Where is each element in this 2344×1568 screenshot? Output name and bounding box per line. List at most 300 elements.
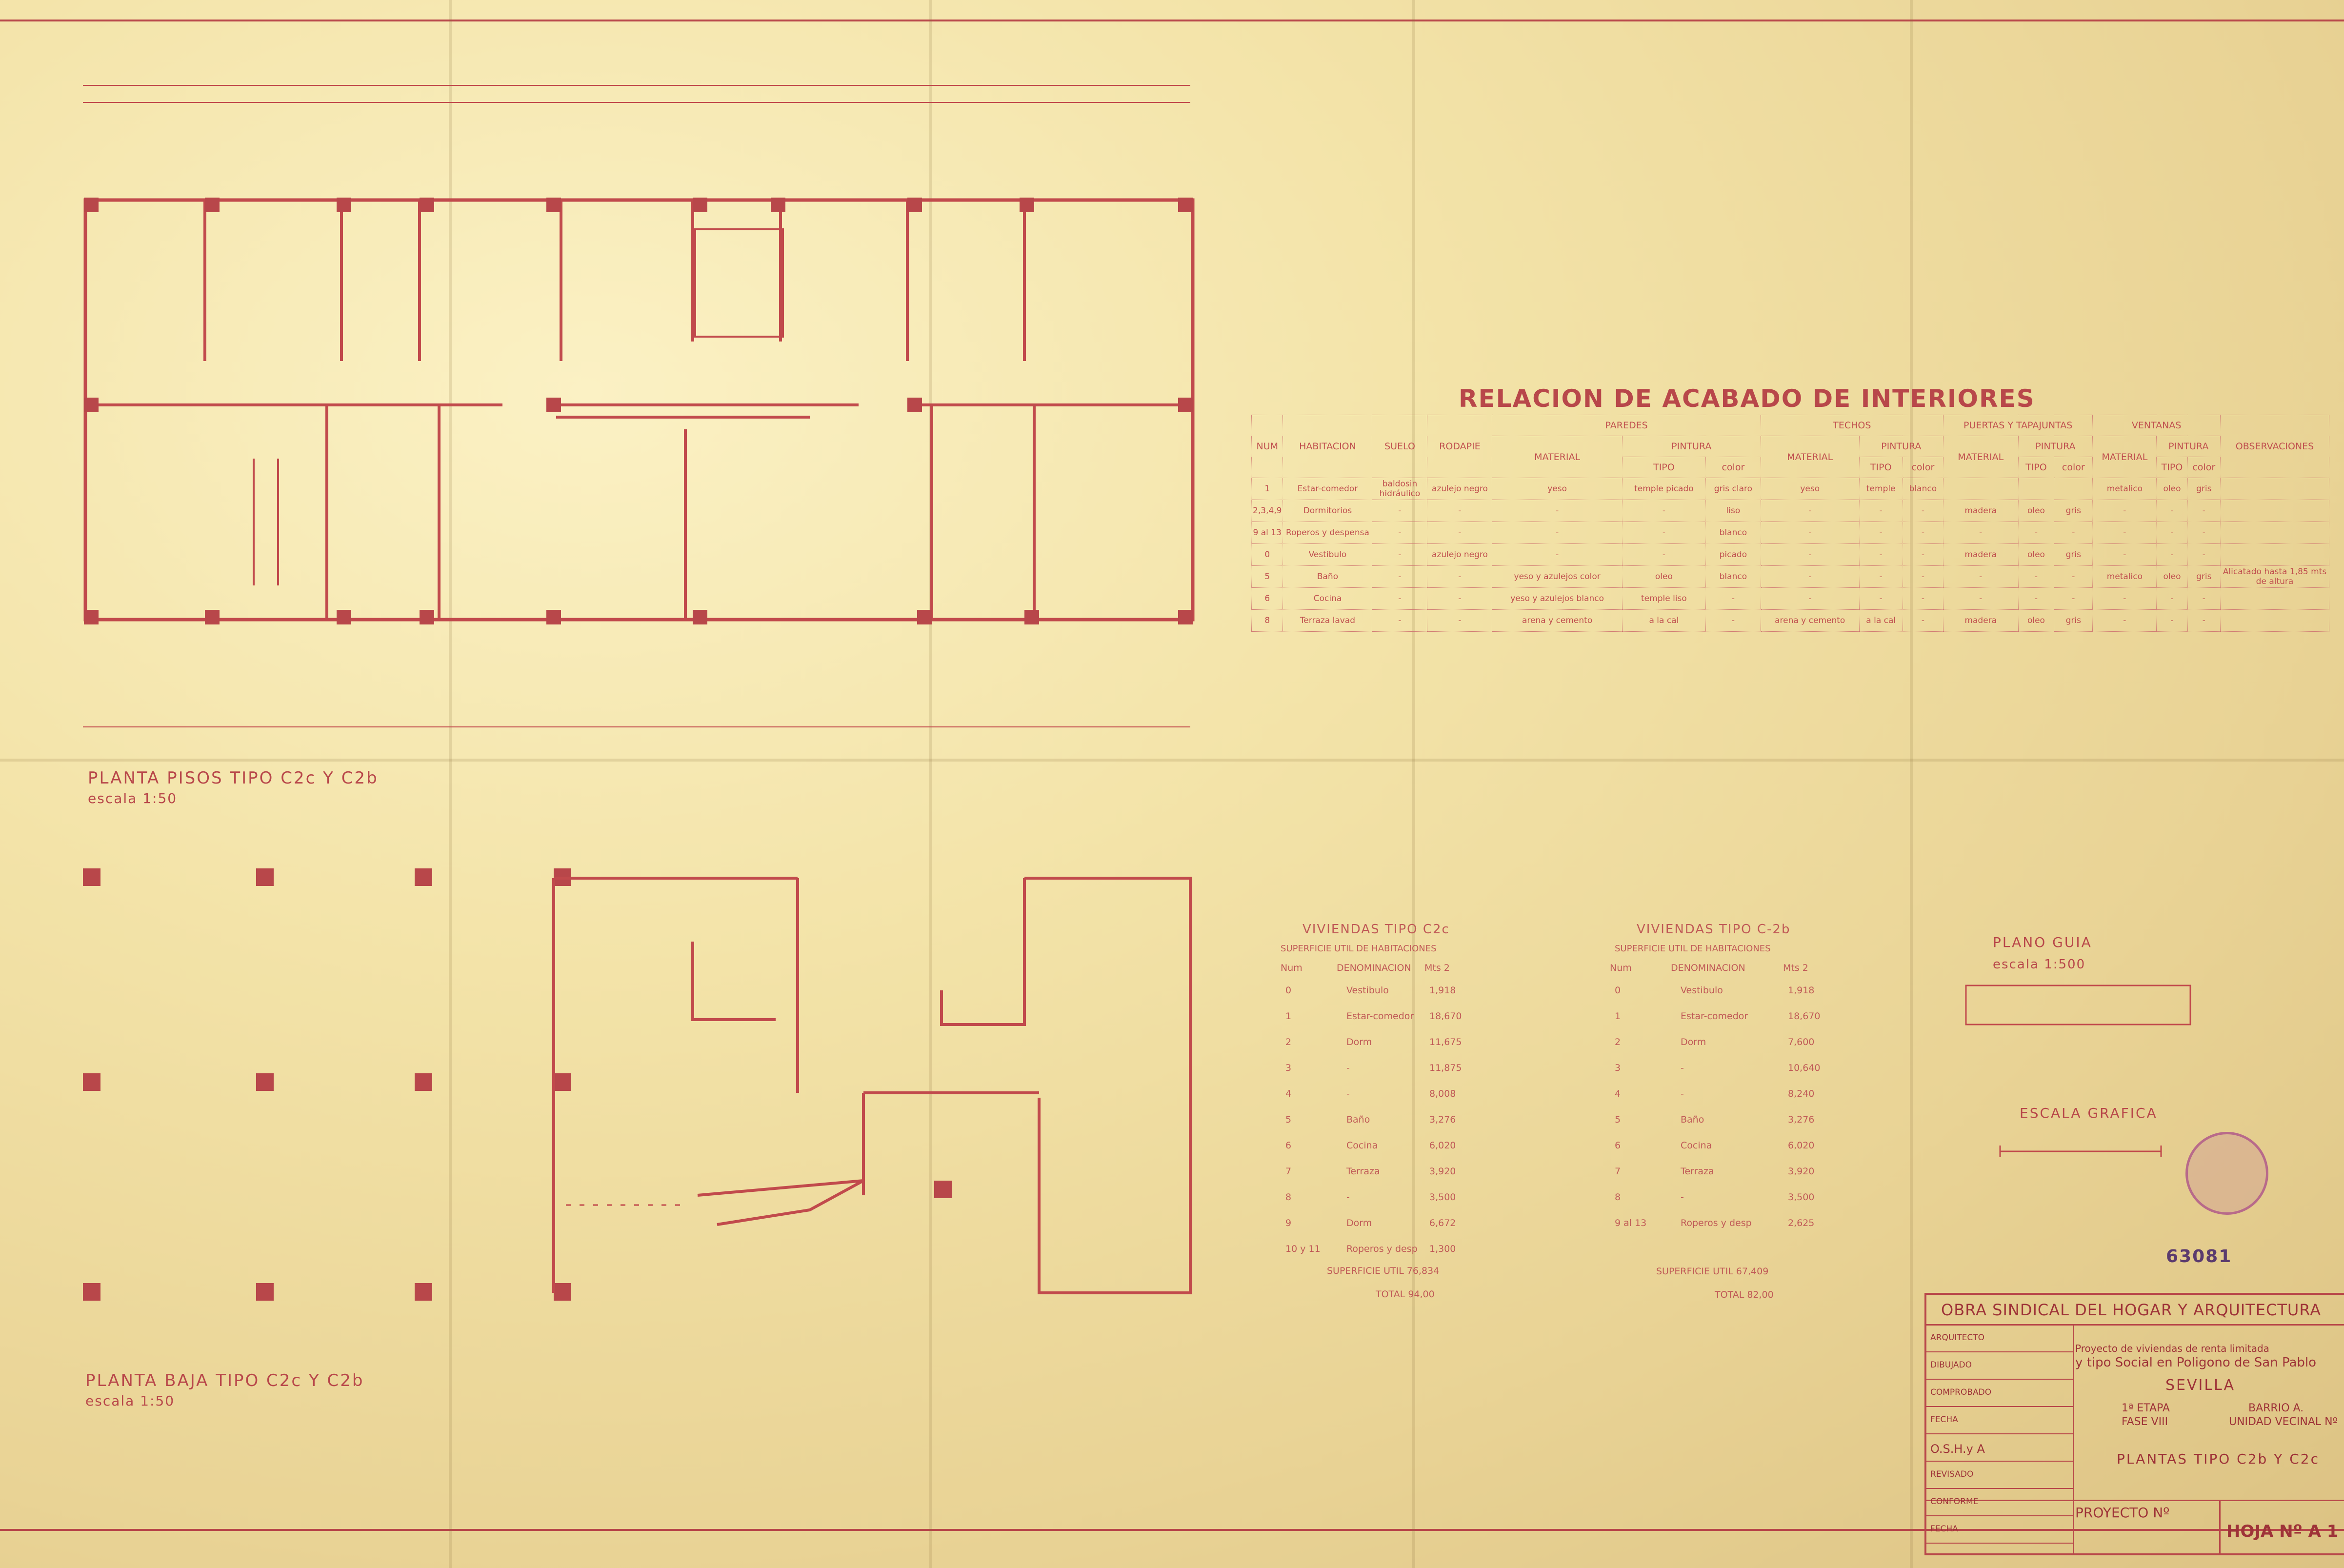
finishes-cell: madera: [1943, 544, 2018, 566]
finishes-cell: -: [1859, 566, 1903, 588]
lower-plan-title: PLANTA BAJA TIPO C2c Y C2b: [85, 1371, 364, 1390]
area-value: 3,276: [1788, 1114, 1815, 1125]
finishes-col-tipo: TIPO: [1622, 457, 1705, 478]
finishes-cell: gris: [2187, 478, 2220, 500]
area-name: Roperos y desp: [1346, 1244, 1418, 1254]
area-name: -: [1681, 1063, 1684, 1073]
area-name: -: [1346, 1088, 1350, 1099]
title-block-project-line2: y tipo Social en Poligono de San Pablo: [2075, 1355, 2317, 1370]
finishes-cell: -: [1492, 544, 1622, 566]
finishes-cell: -: [1706, 610, 1761, 632]
area-name: Baño: [1346, 1114, 1370, 1125]
finishes-cell: -: [2018, 566, 2054, 588]
area-name: Terraza: [1346, 1166, 1380, 1177]
area-value: 10,640: [1788, 1063, 1821, 1073]
area-row: [1278, 1159, 1522, 1185]
finishes-cell: 6: [1252, 588, 1283, 610]
finishes-cell: 5: [1252, 566, 1283, 588]
areas-c2b-superficie: SUPERFICIE UTIL 67,409: [1656, 1266, 1769, 1277]
title-block-label: FECHA: [1930, 1415, 1958, 1425]
finishes-cell: yeso: [1492, 478, 1622, 500]
finishes-row: [1252, 588, 2329, 610]
area-value: 8,008: [1429, 1088, 1456, 1099]
finishes-cell: temple: [1859, 478, 1903, 500]
finishes-cell: [2018, 478, 2054, 500]
area-num: 9 al 13: [1615, 1218, 1647, 1228]
finishes-cell: -: [1622, 500, 1705, 522]
finishes-cell: -: [1427, 566, 1492, 588]
title-block-project-line1: Proyecto de viviendas de renta limitada: [2075, 1343, 2269, 1354]
finishes-cell: -: [1706, 588, 1761, 610]
area-num: 0: [1285, 985, 1292, 996]
area-name: Dorm: [1346, 1037, 1372, 1047]
title-block-rule: [1926, 1406, 2073, 1407]
finishes-cell: oleo: [2018, 610, 2054, 632]
areas-c2c-table: [1278, 922, 1522, 1300]
finishes-cell: -: [1622, 522, 1705, 544]
area-num: 6: [1615, 1140, 1621, 1151]
finishes-cell: -: [2093, 522, 2157, 544]
finishes-col-material: MATERIAL: [1761, 436, 1859, 478]
area-row: [1607, 1030, 1851, 1056]
area-row: [1607, 1004, 1851, 1030]
finishes-col-material: MATERIAL: [1943, 436, 2018, 478]
finishes-cell: gris: [2054, 500, 2093, 522]
area-value: 7,600: [1788, 1037, 1815, 1047]
finishes-cell: Alicatado hasta 1,85 mts de altura: [2221, 566, 2329, 588]
finishes-cell: -: [1372, 566, 1427, 588]
area-row: [1278, 1004, 1522, 1030]
areas-c2c-superficie: SUPERFICIE UTIL 76,834: [1327, 1266, 1440, 1276]
finishes-cell: a la cal: [1859, 610, 1903, 632]
finishes-group-techos: TECHOS: [1761, 415, 1943, 436]
finishes-cell: 9 al 13: [1252, 522, 1283, 544]
finishes-cell: temple picado: [1622, 478, 1705, 500]
area-name: -: [1346, 1063, 1350, 1073]
finishes-cell: [2221, 610, 2329, 632]
finishes-group-observaciones: OBSERVACIONES: [2221, 415, 2329, 478]
finishes-cell: yeso y azulejos color: [1492, 566, 1622, 588]
area-row: [1278, 1082, 1522, 1107]
finishes-col-num: NUM: [1252, 415, 1283, 478]
finishes-cell: [2221, 544, 2329, 566]
title-block-label: REVISADO: [1930, 1469, 1974, 1479]
title-block-unidad: UNIDAD VECINAL Nº: [2229, 1416, 2338, 1428]
areas-c2b-header-area: Mts 2: [1783, 963, 1808, 973]
areas-c2c-header-num: Num: [1281, 963, 1302, 973]
finishes-cell: oleo: [2018, 544, 2054, 566]
title-block-org: OBRA SINDICAL DEL HOGAR Y ARQUITECTURA: [1941, 1301, 2322, 1319]
area-num: 3: [1615, 1063, 1621, 1073]
finishes-cell: blanco: [1706, 566, 1761, 588]
areas-c2c-header-name: DENOMINACION: [1337, 963, 1411, 973]
title-block-rule: [1926, 1488, 2073, 1489]
finishes-cell: 2,3,4,9: [1252, 500, 1283, 522]
area-num: 1: [1615, 1011, 1621, 1022]
title-block-etapa: 1ª ETAPA: [2122, 1402, 2170, 1414]
finishes-cell: -: [2093, 544, 2157, 566]
area-row: [1607, 1056, 1851, 1082]
finishes-cell: -: [1372, 544, 1427, 566]
title-block-rule: [1926, 1461, 2073, 1462]
finishes-cell: Estar-comedor: [1283, 478, 1372, 500]
finishes-cell: -: [1903, 610, 1943, 632]
finishes-cell: -: [1761, 500, 1859, 522]
finishes-cell: oleo: [2157, 478, 2187, 500]
finishes-cell: blanco: [1903, 478, 1943, 500]
finishes-cell: -: [1372, 610, 1427, 632]
area-row: [1278, 1185, 1522, 1211]
title-block-fase: FASE VIII: [2122, 1416, 2168, 1428]
areas-c2b-header-name: DENOMINACION: [1671, 963, 1745, 973]
finishes-cell: -: [2054, 588, 2093, 610]
area-num: 1: [1285, 1011, 1292, 1022]
finishes-table: [1251, 415, 2329, 632]
finishes-cell: -: [1372, 500, 1427, 522]
finishes-cell: -: [2157, 544, 2187, 566]
finishes-cell: -: [1427, 588, 1492, 610]
finishes-col-color: color: [2187, 457, 2220, 478]
area-name: -: [1346, 1192, 1350, 1203]
finishes-cell: -: [2054, 522, 2093, 544]
finishes-row: [1252, 522, 2329, 544]
finishes-cell: -: [1903, 566, 1943, 588]
finishes-cell: oleo: [1622, 566, 1705, 588]
finishes-cell: baldosin hidráulico: [1372, 478, 1427, 500]
area-row: [1607, 1211, 1851, 1237]
area-row: [1278, 978, 1522, 1004]
finishes-cell: Roperos y despensa: [1283, 522, 1372, 544]
finishes-cell: -: [1859, 544, 1903, 566]
finishes-cell: arena y cemento: [1761, 610, 1859, 632]
finishes-cell: -: [2157, 588, 2187, 610]
area-num: 4: [1615, 1088, 1621, 1099]
area-value: 11,875: [1429, 1063, 1462, 1073]
finishes-cell: -: [1859, 522, 1903, 544]
finishes-cell: Vestibulo: [1283, 544, 1372, 566]
area-value: 6,020: [1788, 1140, 1815, 1151]
finishes-cell: -: [2157, 500, 2187, 522]
finishes-cell: arena y cemento: [1492, 610, 1622, 632]
finishes-group-paredes: PAREDES: [1492, 415, 1761, 436]
area-name: Estar-comedor: [1346, 1011, 1414, 1022]
area-value: 6,020: [1429, 1140, 1456, 1151]
area-row: [1278, 1056, 1522, 1082]
finishes-col-tipo: TIPO: [1859, 457, 1903, 478]
title-block-rule: [2073, 1324, 2074, 1553]
finishes-cell: gris claro: [1706, 478, 1761, 500]
areas-c2b-rows: [1607, 978, 1851, 1237]
finishes-cell: temple liso: [1622, 588, 1705, 610]
finishes-cell: azulejo negro: [1427, 544, 1492, 566]
title-block-barrio: BARRIO A.: [2248, 1402, 2304, 1414]
finishes-row: [1252, 478, 2329, 500]
area-value: 18,670: [1429, 1011, 1462, 1022]
area-row: [1607, 1082, 1851, 1107]
title-block-rule: [1926, 1379, 2073, 1380]
area-num: 5: [1285, 1114, 1292, 1125]
finishes-cell: -: [1372, 522, 1427, 544]
finishes-cell: [2221, 522, 2329, 544]
area-value: 11,675: [1429, 1037, 1462, 1047]
areas-c2b-title: VIVIENDAS TIPO C-2b: [1637, 922, 1791, 937]
title-block: [1924, 1293, 2344, 1555]
area-row: [1607, 1159, 1851, 1185]
finishes-cell: -: [2157, 610, 2187, 632]
finishes-cell: -: [1492, 500, 1622, 522]
area-name: Roperos y desp: [1681, 1218, 1752, 1228]
finishes-cell: -: [1903, 544, 1943, 566]
finishes-col-habitacion: HABITACION: [1283, 415, 1372, 478]
upper-plan-title: PLANTA PISOS TIPO C2c Y C2b: [88, 768, 379, 788]
finishes-cell: Cocina: [1283, 588, 1372, 610]
finishes-cell: -: [2093, 610, 2157, 632]
area-num: 9: [1285, 1218, 1292, 1228]
finishes-cell: -: [1427, 610, 1492, 632]
area-row: [1607, 1185, 1851, 1211]
finishes-row: [1252, 566, 2329, 588]
official-stamp: [2185, 1132, 2268, 1215]
finishes-cell: -: [2187, 544, 2220, 566]
finishes-cell: madera: [1943, 610, 2018, 632]
guide-plan-scale: escala 1:500: [1993, 957, 2086, 972]
finishes-row: [1252, 500, 2329, 522]
finishes-col-color: color: [2054, 457, 2093, 478]
finishes-cell: -: [2157, 522, 2187, 544]
graphic-scale-title: ESCALA GRAFICA: [2020, 1105, 2158, 1121]
finishes-cell: gris: [2054, 610, 2093, 632]
finishes-cell: 8: [1252, 610, 1283, 632]
finishes-cell: -: [1903, 522, 1943, 544]
finishes-cell: liso: [1706, 500, 1761, 522]
areas-c2c-total: TOTAL 94,00: [1376, 1289, 1435, 1300]
finishes-cell: Terraza lavad: [1283, 610, 1372, 632]
area-num: 8: [1285, 1192, 1292, 1203]
finishes-cell: -: [2018, 522, 2054, 544]
upper-plan-scale: escala 1:50: [88, 790, 178, 806]
finishes-cell: -: [1492, 522, 1622, 544]
finishes-cell: -: [1943, 522, 2018, 544]
finishes-col-color: color: [1706, 457, 1761, 478]
finishes-cell: -: [1761, 522, 1859, 544]
finishes-cell: [2221, 478, 2329, 500]
areas-c2b-total: TOTAL 82,00: [1715, 1289, 1774, 1300]
finishes-cell: Dormitorios: [1283, 500, 1372, 522]
finishes-cell: -: [2093, 500, 2157, 522]
area-num: 6: [1285, 1140, 1292, 1151]
finishes-cell: -: [1859, 588, 1903, 610]
guide-plan-and-scale: [1966, 985, 2190, 1157]
finishes-table-body: [1252, 478, 2329, 632]
finishes-cell: -: [2187, 588, 2220, 610]
finishes-cell: -: [1943, 566, 2018, 588]
finishes-cell: -: [1761, 566, 1859, 588]
upper-floor-plan: [83, 85, 1193, 727]
area-num: 0: [1615, 985, 1621, 996]
finishes-pintura-header: PINTURA: [1859, 436, 1943, 457]
area-num: 3: [1285, 1063, 1292, 1073]
finishes-col-material: MATERIAL: [2093, 436, 2157, 478]
title-block-label: ARQUITECTO: [1930, 1333, 1985, 1343]
areas-c2b-table: [1607, 922, 1851, 1300]
finishes-cell: [1943, 478, 2018, 500]
finishes-cell: gris: [2054, 544, 2093, 566]
finishes-col-material: MATERIAL: [1492, 436, 1622, 478]
area-num: 2: [1285, 1037, 1292, 1047]
area-value: 2,625: [1788, 1218, 1815, 1228]
finishes-cell: -: [2018, 588, 2054, 610]
finishes-col-color: color: [1903, 457, 1943, 478]
finishes-cell: -: [2187, 610, 2220, 632]
area-value: 8,240: [1788, 1088, 1815, 1099]
finishes-cell: -: [2187, 500, 2220, 522]
areas-c2c-title: VIVIENDAS TIPO C2c: [1302, 922, 1450, 937]
title-block-rule: [1926, 1433, 2073, 1434]
finishes-cell: -: [1427, 522, 1492, 544]
area-value: 18,670: [1788, 1011, 1821, 1022]
finishes-pintura-header: PINTURA: [2018, 436, 2093, 457]
finishes-cell: -: [1761, 588, 1859, 610]
area-num: 8: [1615, 1192, 1621, 1203]
area-num: 5: [1615, 1114, 1621, 1125]
finishes-cell: azulejo negro: [1427, 478, 1492, 500]
areas-c2c-subtitle: SUPERFICIE UTIL DE HABITACIONES: [1281, 944, 1437, 954]
area-num: 10 y 11: [1285, 1244, 1321, 1254]
area-row: [1607, 978, 1851, 1004]
area-row: [1278, 1211, 1522, 1237]
title-block-rule: [1926, 1324, 2344, 1326]
title-block-rule: [2219, 1500, 2221, 1553]
finishes-cell: madera: [1943, 500, 2018, 522]
areas-c2b-subtitle: SUPERFICIE UTIL DE HABITACIONES: [1615, 944, 1771, 954]
area-row: [1607, 1133, 1851, 1159]
areas-c2c-rows: [1278, 978, 1522, 1263]
area-row: [1278, 1030, 1522, 1056]
area-name: Dorm: [1346, 1218, 1372, 1228]
title-block-rule: [1926, 1515, 2073, 1516]
area-row: [1278, 1133, 1522, 1159]
title-block-plan-name: PLANTAS TIPO C2b Y C2c: [2117, 1451, 2320, 1467]
areas-c2c-header-area: Mts 2: [1424, 963, 1450, 973]
finishes-cell: -: [2054, 566, 2093, 588]
title-block-rule: [1926, 1543, 2073, 1544]
finishes-cell: oleo: [2157, 566, 2187, 588]
finishes-cell: a la cal: [1622, 610, 1705, 632]
areas-c2b-header-num: Num: [1610, 963, 1632, 973]
finishes-cell: [2054, 478, 2093, 500]
area-value: 3,500: [1429, 1192, 1456, 1203]
area-name: Dorm: [1681, 1037, 1706, 1047]
area-row: [1278, 1237, 1522, 1263]
finishes-group-puertas: PUERTAS Y TAPAJUNTAS: [1943, 415, 2092, 436]
finishes-cell: picado: [1706, 544, 1761, 566]
sheet-number: 63081: [2166, 1246, 2232, 1266]
finishes-pintura-header: PINTURA: [1622, 436, 1761, 457]
area-value: 3,920: [1788, 1166, 1815, 1177]
finishes-cell: blanco: [1706, 522, 1761, 544]
title-block-label: CONFORME: [1930, 1497, 1979, 1507]
area-row: [1278, 1107, 1522, 1133]
area-name: Vestibulo: [1681, 985, 1723, 996]
area-name: -: [1681, 1088, 1684, 1099]
area-name: Cocina: [1681, 1140, 1712, 1151]
finishes-row: [1252, 544, 2329, 566]
area-value: 1,300: [1429, 1244, 1456, 1254]
finishes-cell: -: [1427, 500, 1492, 522]
area-value: 3,500: [1788, 1192, 1815, 1203]
area-num: 7: [1615, 1166, 1621, 1177]
finishes-cell: 0: [1252, 544, 1283, 566]
area-num: 7: [1285, 1166, 1292, 1177]
area-value: 3,920: [1429, 1166, 1456, 1177]
guide-plan-title: PLANO GUIA: [1993, 934, 2092, 950]
title-block-rule: [1926, 1351, 2073, 1352]
finishes-group-ventanas: VENTANAS: [2093, 415, 2221, 436]
finishes-col-suelo: SUELO: [1372, 415, 1427, 478]
structural-columns: [83, 198, 1193, 1301]
area-name: Terraza: [1681, 1166, 1714, 1177]
finishes-cell: -: [1903, 500, 1943, 522]
area-value: 6,672: [1429, 1218, 1456, 1228]
title-block-proyecto: PROYECTO Nº: [2075, 1505, 2170, 1521]
finishes-cell: yeso: [1761, 478, 1859, 500]
finishes-cell: [2221, 588, 2329, 610]
title-block-label: FECHA: [1930, 1524, 1958, 1534]
areas-c2b-header-row: [1607, 957, 1851, 978]
title-block-label: COMPROBADO: [1930, 1387, 1992, 1397]
area-num: 2: [1615, 1037, 1621, 1047]
area-value: 1,918: [1429, 985, 1456, 996]
finishes-cell: metalico: [2093, 478, 2157, 500]
finishes-title: RELACION DE ACABADO DE INTERIORES: [1459, 384, 2035, 413]
area-name: Baño: [1681, 1114, 1704, 1125]
finishes-cell: [2221, 500, 2329, 522]
area-name: -: [1681, 1192, 1684, 1203]
finishes-cell: -: [1943, 588, 2018, 610]
area-name: Cocina: [1346, 1140, 1378, 1151]
title-block-label: DIBUJADO: [1930, 1360, 1972, 1370]
title-block-city: SEVILLA: [2165, 1377, 2236, 1394]
finishes-pintura-header: PINTURA: [2157, 436, 2221, 457]
finishes-cell: yeso y azulejos blanco: [1492, 588, 1622, 610]
finishes-col-rodapie: RODAPIE: [1427, 415, 1492, 478]
finishes-cell: -: [1372, 588, 1427, 610]
area-row: [1607, 1107, 1851, 1133]
area-value: 1,918: [1788, 985, 1815, 996]
finishes-cell: -: [1903, 588, 1943, 610]
finishes-cell: -: [2093, 588, 2157, 610]
finishes-cell: Baño: [1283, 566, 1372, 588]
finishes-cell: 1: [1252, 478, 1283, 500]
title-block-label: O.S.H.y A: [1930, 1442, 1985, 1456]
finishes-col-tipo: TIPO: [2157, 457, 2187, 478]
finishes-cell: -: [1761, 544, 1859, 566]
finishes-row: [1252, 610, 2329, 632]
area-name: Vestibulo: [1346, 985, 1389, 996]
lower-plan-scale: escala 1:50: [85, 1393, 175, 1409]
title-block-hoja: HOJA Nº A 1: [2226, 1522, 2339, 1541]
finishes-col-tipo: TIPO: [2018, 457, 2054, 478]
lower-floor-plan: [554, 878, 1190, 1293]
area-name: Estar-comedor: [1681, 1011, 1748, 1022]
area-value: 3,276: [1429, 1114, 1456, 1125]
area-num: 4: [1285, 1088, 1292, 1099]
finishes-cell: -: [1859, 500, 1903, 522]
title-block-rule: [1926, 1500, 2344, 1501]
areas-c2c-header-row: [1278, 957, 1522, 978]
finishes-cell: -: [1622, 544, 1705, 566]
finishes-cell: oleo: [2018, 500, 2054, 522]
